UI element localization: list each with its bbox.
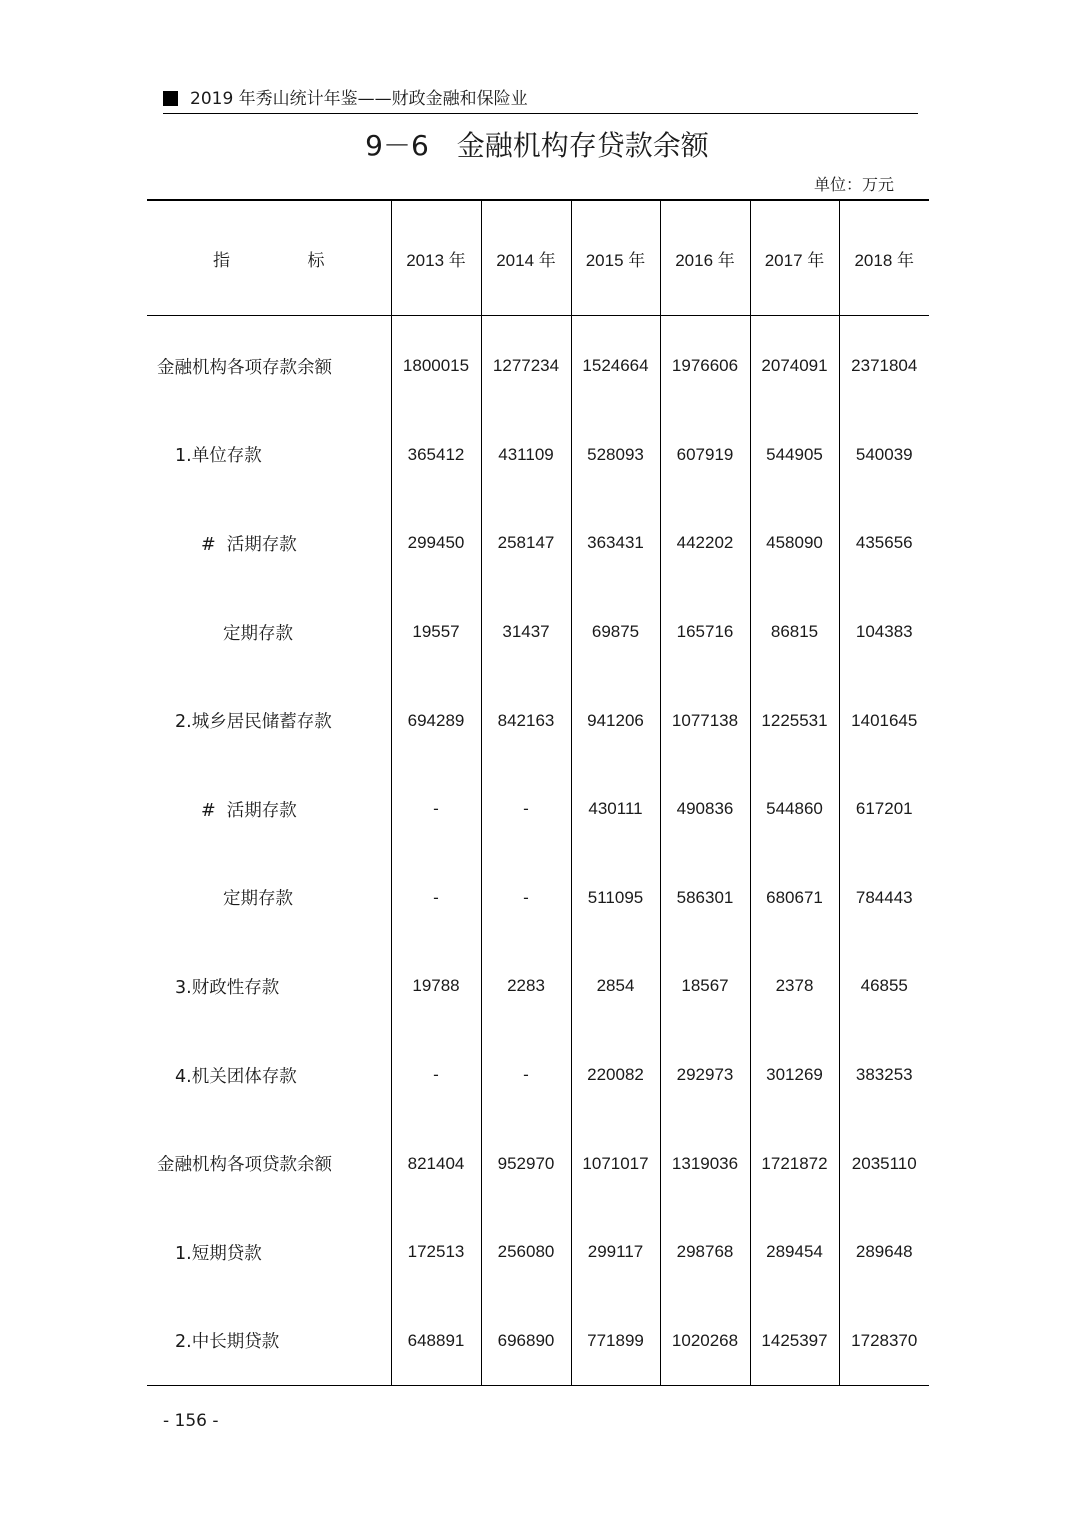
cell-value: 1225531 — [750, 676, 839, 765]
cell-value: 694289 — [391, 676, 481, 765]
cell-value: 1020268 — [660, 1297, 750, 1386]
row-label: 1.短期贷款 — [175, 1243, 262, 1264]
cell-value: 19557 — [391, 588, 481, 677]
cell-value: 363431 — [571, 499, 660, 588]
indicator-header-char-1: 指 — [213, 250, 230, 270]
running-header — [163, 87, 918, 114]
cell-value: 544905 — [750, 411, 839, 500]
table-row — [147, 1297, 929, 1386]
cell-value: 2378 — [750, 942, 839, 1031]
cell-value: 2035110 — [839, 1119, 929, 1208]
cell-value: - — [481, 854, 571, 943]
cell-value: - — [391, 765, 481, 854]
table-row — [147, 765, 929, 854]
cell-value: 1401645 — [839, 676, 929, 765]
cell-value: 256080 — [481, 1208, 571, 1297]
cell-value: 2371804 — [839, 316, 929, 411]
cell-value: 435656 — [839, 499, 929, 588]
cell-value: 528093 — [571, 411, 660, 500]
row-label: 2.城乡居民储蓄存款 — [175, 712, 332, 733]
cell-value: 1319036 — [660, 1119, 750, 1208]
cell-value: 301269 — [750, 1031, 839, 1120]
cell-value: 1800015 — [391, 316, 481, 411]
cell-value: 220082 — [571, 1031, 660, 1120]
table-row — [147, 499, 929, 588]
unit-label: 单位：万元 — [813, 175, 894, 194]
table-row — [147, 316, 929, 411]
cell-value: 442202 — [660, 499, 750, 588]
table-row — [147, 676, 929, 765]
table-row — [147, 854, 929, 943]
table-row — [147, 411, 929, 500]
cell-value: 165716 — [660, 588, 750, 677]
year-header-2016: 2016 年 — [660, 200, 750, 316]
cell-value: 458090 — [750, 499, 839, 588]
cell-value: 430111 — [571, 765, 660, 854]
year-header-2014: 2014 年 — [481, 200, 571, 316]
cell-value: 1077138 — [660, 676, 750, 765]
cell-value: 696890 — [481, 1297, 571, 1386]
cell-value: 1728370 — [839, 1297, 929, 1386]
row-label: 定期存款 — [223, 623, 293, 644]
page-title: 9－6 金融机构存贷款余额 — [365, 129, 709, 162]
cell-value: 18567 — [660, 942, 750, 1031]
cell-value: 648891 — [391, 1297, 481, 1386]
table-row — [147, 1119, 929, 1208]
cell-value: 511095 — [571, 854, 660, 943]
table-header-row — [147, 200, 929, 316]
row-label: 2.中长期贷款 — [147, 1297, 391, 1386]
cell-value: 544860 — [750, 765, 839, 854]
cell-value: 383253 — [839, 1031, 929, 1120]
cell-value: 292973 — [660, 1031, 750, 1120]
cell-value: 1976606 — [660, 316, 750, 411]
cell-value: 2074091 — [750, 316, 839, 411]
cell-value: 1277234 — [481, 316, 571, 411]
table-row — [147, 1208, 929, 1297]
row-label: 3.财政性存款 — [175, 977, 280, 998]
cell-value: 19788 — [391, 942, 481, 1031]
row-label: 定期存款 — [223, 889, 293, 910]
row-label: # 活期存款 — [201, 534, 297, 555]
header-text: 2019 年秀山统计年鉴——财政金融和保险业 — [190, 89, 528, 109]
cell-value: 2854 — [571, 942, 660, 1031]
cell-value: 1524664 — [571, 316, 660, 411]
cell-value: 289454 — [750, 1208, 839, 1297]
cell-value: 607919 — [660, 411, 750, 500]
cell-value: 299450 — [391, 499, 481, 588]
deposit-loan-table — [147, 199, 929, 1386]
cell-value: 540039 — [839, 411, 929, 500]
cell-value: 258147 — [481, 499, 571, 588]
row-label: # 活期存款 — [201, 800, 297, 821]
cell-value: 86815 — [750, 588, 839, 677]
cell-value: - — [391, 1031, 481, 1120]
cell-value: 617201 — [839, 765, 929, 854]
cell-value: 69875 — [571, 588, 660, 677]
cell-value: 104383 — [839, 588, 929, 677]
table-row — [147, 588, 929, 677]
year-header-2018: 2018 年 — [839, 200, 929, 316]
cell-value: - — [481, 1031, 571, 1120]
page-number: - 156 - — [163, 1411, 219, 1431]
cell-value: 586301 — [660, 854, 750, 943]
cell-value: 680671 — [750, 854, 839, 943]
header-square-marker — [163, 91, 178, 106]
cell-value: 298768 — [660, 1208, 750, 1297]
cell-value: 299117 — [571, 1208, 660, 1297]
cell-value: 1071017 — [571, 1119, 660, 1208]
row-label: 金融机构各项贷款余额 — [157, 1155, 332, 1176]
year-header-2015: 2015 年 — [571, 200, 660, 316]
row-label: 4.机关团体存款 — [175, 1066, 297, 1087]
cell-value: 431109 — [481, 411, 571, 500]
cell-value: 1721872 — [750, 1119, 839, 1208]
year-header-2017: 2017 年 — [750, 200, 839, 316]
year-header-2013: 2013 年 — [391, 200, 481, 316]
cell-value: 490836 — [660, 765, 750, 854]
cell-value: 952970 — [481, 1119, 571, 1208]
cell-value: 842163 — [481, 676, 571, 765]
cell-value: 941206 — [571, 676, 660, 765]
row-label: 金融机构各项存款余额 — [157, 357, 332, 378]
cell-value: 289648 — [839, 1208, 929, 1297]
cell-value: 784443 — [839, 854, 929, 943]
row-label: 1.单位存款 — [175, 446, 262, 467]
cell-value: 31437 — [481, 588, 571, 677]
indicator-header-char-2: 标 — [307, 250, 325, 270]
cell-value: 821404 — [391, 1119, 481, 1208]
cell-value: 2283 — [481, 942, 571, 1031]
cell-value: - — [481, 765, 571, 854]
cell-value: 46855 — [839, 942, 929, 1031]
cell-value: 365412 — [391, 411, 481, 500]
cell-value: - — [391, 854, 481, 943]
cell-value: 771899 — [571, 1297, 660, 1386]
cell-value: 172513 — [391, 1208, 481, 1297]
table-row — [147, 942, 929, 1031]
indicator-column-header — [147, 200, 391, 316]
cell-value: 1425397 — [750, 1297, 839, 1386]
table-row — [147, 1031, 929, 1120]
